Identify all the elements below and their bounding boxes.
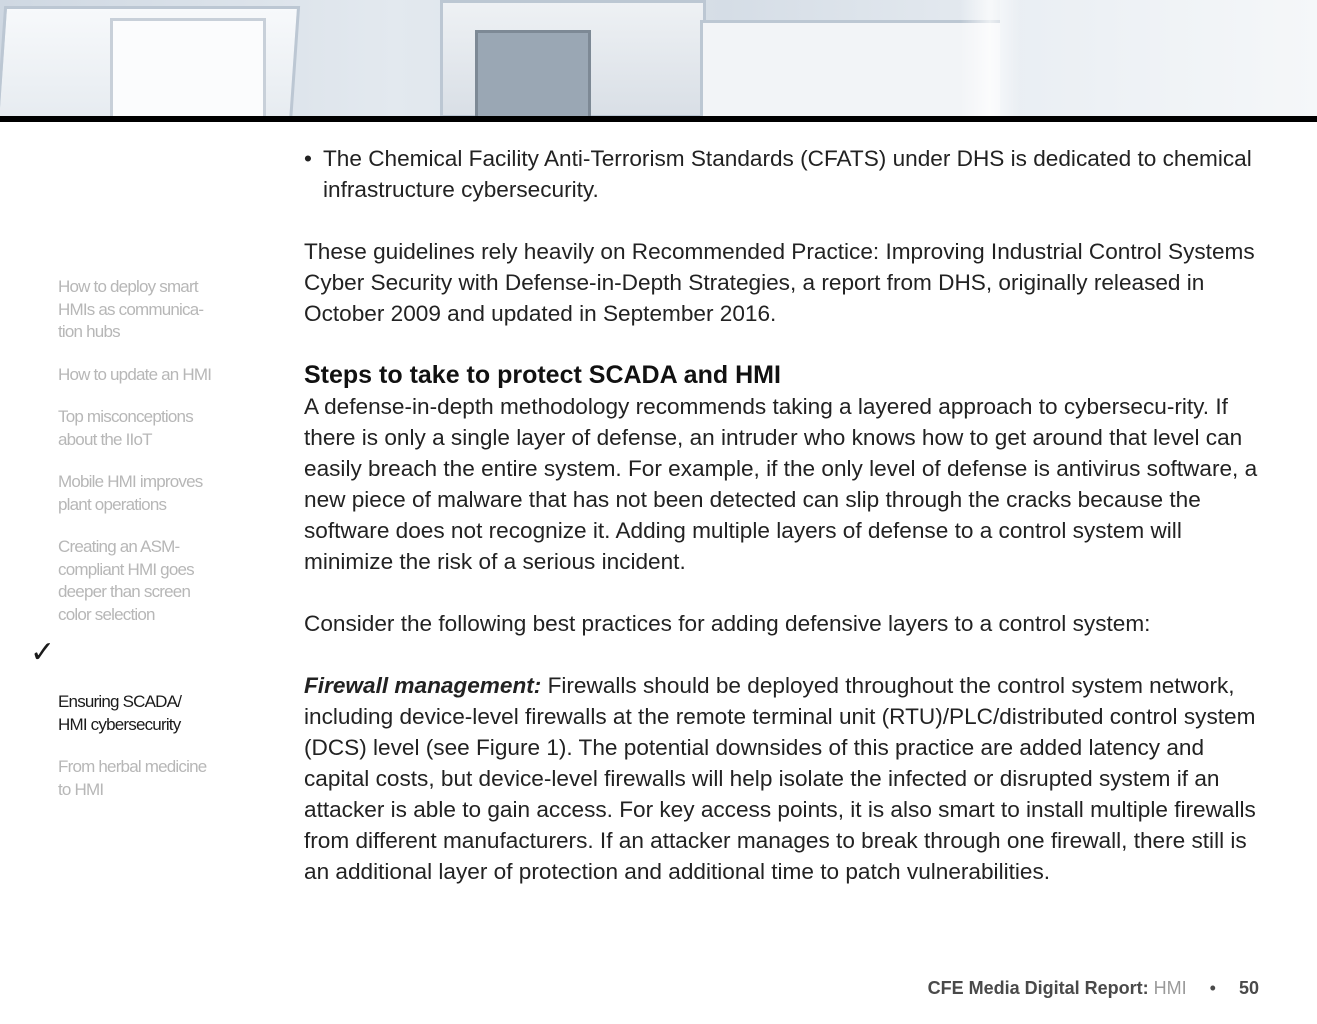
bullet-icon: • (304, 146, 312, 171)
firewall-lead: Firewall management: (304, 673, 542, 698)
page-number: 50 (1238, 978, 1259, 998)
paragraph-guidelines: These guidelines rely heavily on Recommended Practice: Improving Industrial Control Systems Cyber Security with Defense-in-Depth Strategies, a report from DHS, originally released in October 2009 and updated in September 2016. (304, 239, 1255, 326)
header-divider (0, 116, 1317, 122)
sidebar-item-asm-compliant-hmi[interactable]: Creating an ASM- compliant HMI goes deeper than screen color selection (58, 537, 194, 624)
sidebar-item-update-hmi[interactable]: How to update an HMI (58, 364, 212, 384)
section-heading: Steps to take to protect SCADA and HMI (304, 361, 781, 389)
paragraph-best-practices: Consider the following best practices for adding defensive layers to a control system: (304, 611, 1151, 636)
footer-separator: • (1209, 978, 1216, 998)
sidebar-item-scada-cybersecurity[interactable] (30, 635, 248, 736)
firewall-body: Firewalls should be deployed throughout the control system network, including device-level firewalls at the remote terminal unit (RTU)/PLC/distributed control system (DCS) level (see Figure 1). The potential downsides of this practice are added latency and capital costs, but device-level firewalls will help isolate the infected or disrupted system if an attacker is able to gain access. For key access points, it is also smart to install multiple firewalls from different manufacturers. If an attacker manages to break through one firewall, there still is an additional layer of protection and additional time to patch vulnerabilities. (304, 673, 1256, 884)
paragraph-defense-in-depth: A defense-in-depth methodology recommends taking a layered approach to cybersecu-rity. If there is only a single layer of defense, an intruder who knows how to get around that level can easily breach the entire system. For example, if the only level of defense is antivirus software, a new piece of malware that has not been detected can slip through the cracks because the software does not recognize it. Adding multiple layers of defense to a control system will minimize the risk of a serious incident. (304, 394, 1258, 574)
sidebar-item-mobile-hmi[interactable]: Mobile HMI improves plant operations (58, 472, 203, 514)
sidebar-item-smart-hmis[interactable]: How to deploy smart HMIs as communica- tion hubs (58, 277, 204, 341)
article-body (304, 143, 1269, 887)
paragraph-firewall-management (304, 670, 1269, 887)
checkmark-icon: ✓ (30, 635, 55, 670)
sidebar-item-herbal-medicine[interactable]: From herbal medicine to HMI (58, 757, 207, 799)
page-footer (928, 978, 1259, 999)
publication-name: CFE Media Digital Report: (927, 978, 1149, 998)
report-topic: HMI (1153, 978, 1187, 998)
bullet-item (304, 143, 1269, 205)
header-banner-image (0, 0, 1317, 116)
bullet-text: The Chemical Facility Anti-Terrorism Standards (CFATS) under DHS is dedicated to chemical infrastructure cybersecurity. (323, 146, 1252, 202)
sidebar-item-label: Ensuring SCADA/ HMI cybersecurity (58, 692, 182, 734)
sidebar-nav (30, 276, 248, 821)
sidebar-item-iiot-misconceptions[interactable]: Top misconceptions about the IIoT (58, 407, 193, 449)
